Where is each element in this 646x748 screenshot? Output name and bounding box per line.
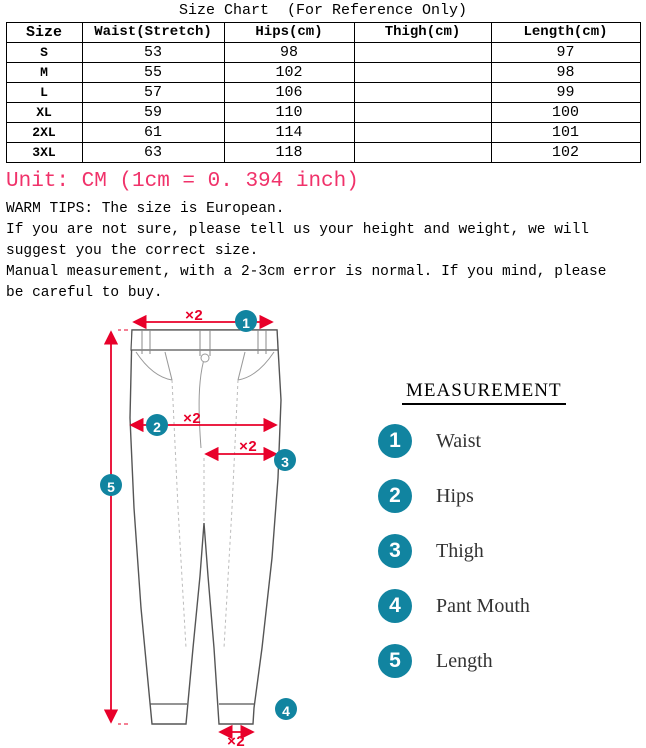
cell-thigh [354,123,491,143]
table-row [6,83,640,103]
legend-badge-4: 4 [378,589,412,623]
legend-badge-1: 1 [378,424,412,458]
table-row [6,103,640,123]
cell-thigh [354,103,491,123]
column-header-hips: Hips(cm) [224,23,354,43]
guide-lines [118,330,128,724]
cell-hips: 114 [224,123,354,143]
cell-hips: 98 [224,43,354,63]
cell-waist: 57 [82,83,224,103]
cell-length: 100 [491,103,640,123]
cell-size: M [6,63,82,83]
cell-hips: 106 [224,83,354,103]
cell-thigh [354,63,491,83]
svg-text:2: 2 [153,419,161,435]
table-row [6,143,640,163]
cell-size: L [6,83,82,103]
svg-text:3: 3 [281,454,289,470]
notes-block [0,170,646,304]
cell-size: S [6,43,82,63]
legend-label-hips: Hips [436,484,474,507]
legend-label-waist: Waist [436,429,482,452]
pants-waistband [131,330,278,350]
note-line-2: If you are not sure, please tell us your height and weight, we will [6,222,589,238]
note-line-5: be careful to buy. [6,285,163,301]
column-header-length: Length(cm) [491,23,640,43]
diagram-marker-3 [274,449,296,471]
hips-x2-label: ×2 [182,411,202,428]
table-row [6,123,640,143]
cell-hips: 102 [224,63,354,83]
diagram-marker-5 [100,474,122,496]
cell-hips: 118 [224,143,354,163]
pant-mouth-x2-label: ×2 [226,734,246,748]
svg-text:4: 4 [282,703,290,719]
svg-text:5: 5 [107,479,115,495]
table-row [6,43,640,63]
note-line-3: suggest you the correct size. [6,243,259,259]
unit-note: Unit: CM (1cm = 0. 394 inch) [6,170,359,193]
page-title: Size Chart (For Reference Only) [178,2,468,19]
legend-item-thigh [378,532,628,570]
measurement-legend [378,380,628,680]
cell-hips: 110 [224,103,354,123]
legend-label-pant-mouth: Pant Mouth [436,594,530,617]
legend-badge-3: 3 [378,534,412,568]
legend-badge-2: 2 [378,479,412,513]
legend-item-length [378,642,628,680]
cell-length: 101 [491,123,640,143]
column-header-thigh: Thigh(cm) [354,23,491,43]
cell-thigh [354,43,491,63]
diagram-marker-1 [235,310,257,332]
cell-thigh [354,143,491,163]
cell-size: XL [6,103,82,123]
cell-length: 102 [491,143,640,163]
svg-text:1: 1 [242,315,250,331]
thigh-x2-label: ×2 [238,439,258,456]
cell-waist: 55 [82,63,224,83]
cell-thigh [354,83,491,103]
legend-item-waist [378,422,628,460]
pants-outline [130,330,281,724]
warm-tips-line: WARM TIPS: The size is European. [6,201,285,217]
note-line-4: Manual measurement, with a 2-3cm error is normal. If you mind, please [6,264,607,280]
cell-waist: 59 [82,103,224,123]
cell-length: 97 [491,43,640,63]
waist-x2-label: ×2 [184,308,204,325]
legend-label-length: Length [436,649,493,672]
cell-length: 98 [491,63,640,83]
cell-waist: 63 [82,143,224,163]
cell-waist: 53 [82,43,224,63]
legend-badge-5: 5 [378,644,412,678]
cell-size: 3XL [6,143,82,163]
diagram-marker-4 [275,698,297,720]
cell-length: 99 [491,83,640,103]
column-header-waist: Waist(Stretch) [82,23,224,43]
legend-title: MEASUREMENT [402,380,566,405]
size-table [6,22,641,163]
legend-label-thigh: Thigh [436,539,484,562]
measurement-diagram [0,308,646,748]
diagram-marker-2 [146,414,168,436]
legend-item-hips [378,477,628,515]
cell-size: 2XL [6,123,82,143]
table-header-row [6,23,640,43]
legend-item-pant-mouth [378,587,628,625]
table-row [6,63,640,83]
cell-waist: 61 [82,123,224,143]
column-header-size: Size [6,23,82,43]
